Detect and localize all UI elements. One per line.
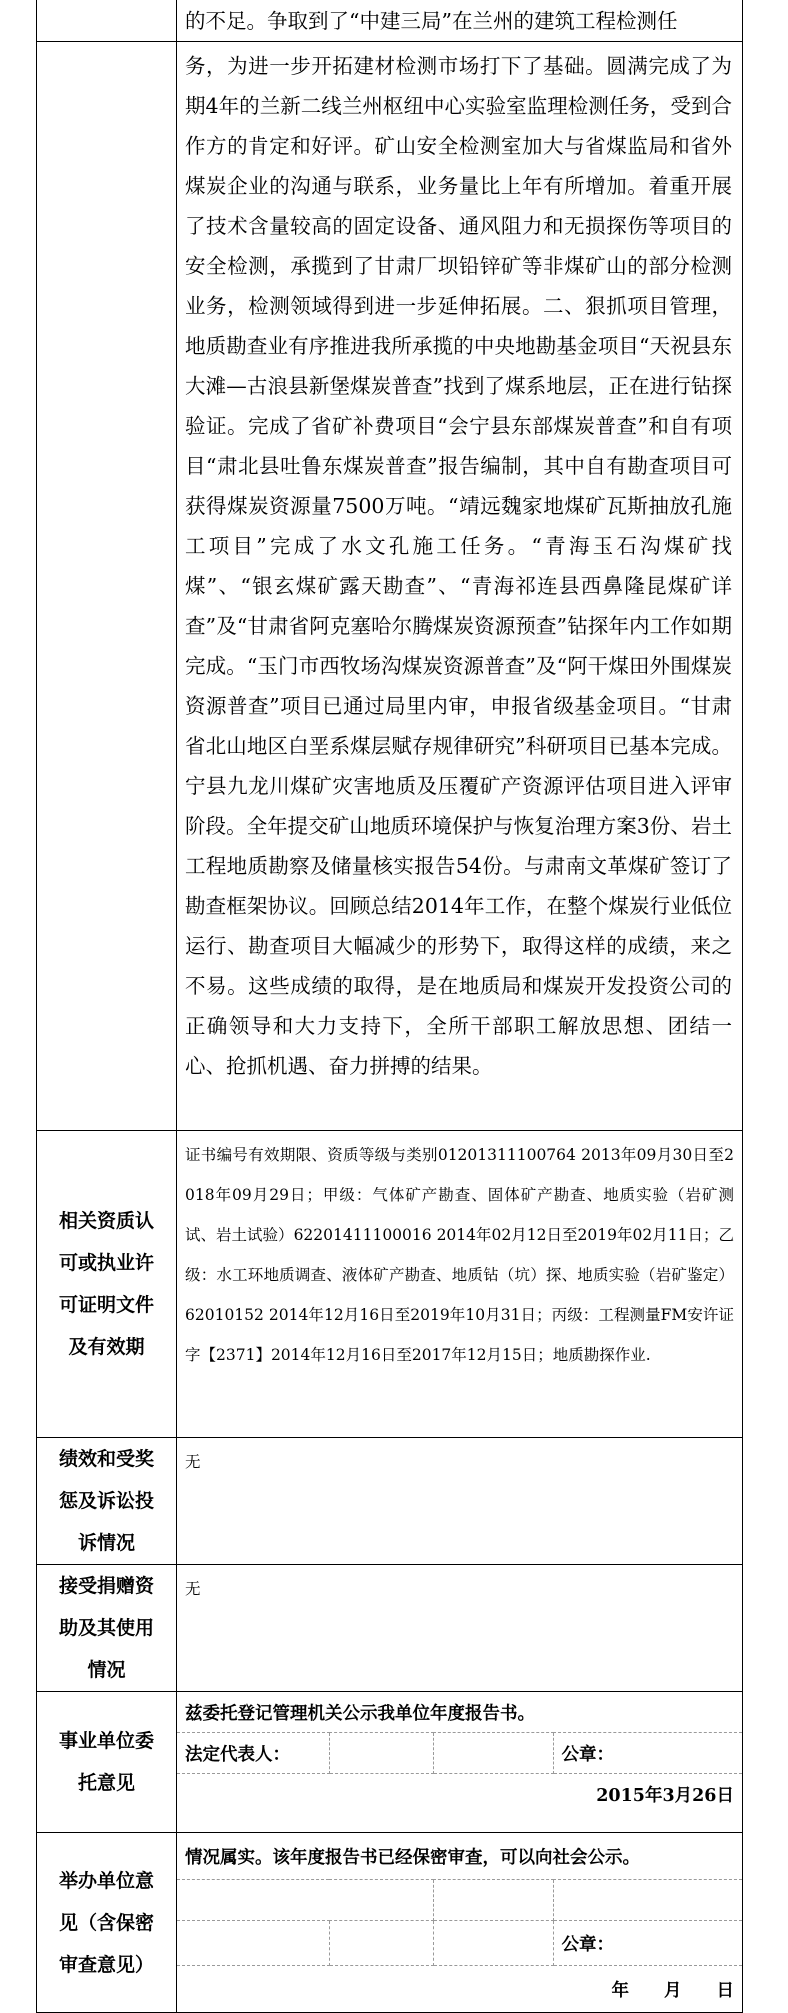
sponsor-blank-cell-5 — [329, 1921, 433, 1966]
sponsor-label-cell — [37, 1833, 177, 2013]
qualification-content-cell — [177, 1131, 743, 1438]
work-summary-text: 务，为进一步开拓建材检测市场打下了基础。圆满完成了为期4年的兰新二线兰州枢纽中心实验室监理检测任务，受到合作方的肯定和好评。矿山安全检测室加大与省煤监局和省外煤炭企业的沟通与联系，业务量比上年有所增加。着重开展了技术含量较高的固定设备、通风阻力和无损探伤等项目的安全检测，承揽到了甘肃厂坝铅锌矿等非煤矿山的部分检测业务，检测领域得到进一步延伸拓展。二、狠抓项目管理，地质勘查业有序推进我所承揽的中央地勘基金项目“天祝县东大滩—古浪县新堡煤炭普查”找到了煤系地层，正在进行钻探验证。完成了省矿补费项目“会宁县东部煤炭普查”和自有项目“肃北县吐鲁东煤炭普查”报告编制，其中自有勘查项目可获得煤炭资源量7500万吨。“靖远魏家地煤矿瓦斯抽放孔施工项目”完成了水文孔施工任务。“青海玉石沟煤矿找煤”、“银玄煤矿露天勘查”、“青海祁连县西鼻隆昆煤矿详查”及“甘肃省阿克塞哈尔腾煤炭资源预查”钻探年内工作如期完成。“玉门市西牧场沟煤炭资源普查”及“阿干煤田外围煤炭资源普查”项目已通过局里内审，申报省级基金项目。“甘肃省北山地区白垩系煤层赋存规律研究”科研项目已基本完成。宁县九龙川煤矿灾害地质及压覆矿产资源评估项目进入评审阶段。全年提交矿山地质环境保护与恢复治理方案3份、岩土工程地质勘察及储量核实报告54份。与肃南文革煤矿签订了勘查框架协议。回顾总结2014年工作，在整个煤炭行业低位运行、勘查项目大幅减少的形势下，取得这样的成绩，来之不易。这些成绩的取得，是在地质局和煤炭开发投资公司的正确领导和大力支持下，全所干部职工解放思想、团结一心、抢抓机遇、奋力拼搏的结果。 — [185, 54, 732, 1078]
sponsor-inner-grid — [177, 1833, 742, 2012]
donation-text: 无 — [185, 1580, 201, 1598]
sponsor-blank-cell-6 — [433, 1921, 553, 1966]
entrust-seal-label: 公章： — [553, 1733, 742, 1774]
continued-row-main — [37, 42, 743, 1131]
sponsor-statement: 情况属实。该年度报告书已经保密审查，可以向社会公示。 — [177, 1833, 742, 1880]
sponsor-seal-label: 公章： — [553, 1921, 742, 1966]
annual-report-table — [36, 0, 743, 2013]
entrust-label: 事业单位委托意见 — [58, 1730, 154, 1794]
awards-label: 绩效和受奖惩及诉讼投诉情况 — [58, 1448, 154, 1554]
awards-text: 无 — [185, 1453, 201, 1471]
sponsor-blank-cell-3 — [553, 1880, 742, 1921]
donation-label-cell — [37, 1565, 177, 1692]
awards-row — [37, 1438, 743, 1565]
donation-content-cell — [177, 1565, 743, 1692]
sponsor-blank-cell-4 — [177, 1921, 329, 1966]
entrust-label-cell — [37, 1692, 177, 1833]
sponsor-label: 举办单位意见（含保密审查意见） — [58, 1869, 154, 1976]
qualification-label-cell — [37, 1131, 177, 1438]
entrust-row — [37, 1692, 743, 1833]
sponsor-row — [37, 1833, 743, 2013]
qualification-text: 证书编号有效期限、资质等级与类别01201311100764 2013年09月30日至2018年09月29日；甲级：气体矿产勘查、固体矿产勘查、地质实验（岩矿测试、岩土试验）62201411100016 2014年02月12日至2019年02月11日；乙级：水工环地质调查、液体矿产勘查、地质钻（坑）探、地质实验（岩矿鉴定）62010152 2014年12月16日至2019年10月31日；丙级：工程测量FM安许证字【2371】2014年12月16日至2017年12月15日；地质勘探作业. — [185, 1146, 734, 1364]
entrust-statement: 兹委托登记管理机关公示我单位年度报告书。 — [177, 1692, 742, 1733]
continued-cell-top — [177, 0, 743, 42]
continued-row-top — [37, 0, 743, 42]
entrust-content-cell — [177, 1692, 743, 1833]
awards-label-cell — [37, 1438, 177, 1565]
empty-label-cell — [37, 0, 177, 42]
qualification-label: 相关资质认可或执业许可证明文件及有效期 — [58, 1210, 154, 1358]
legal-representative-value — [329, 1733, 433, 1774]
awards-content-cell — [177, 1438, 743, 1565]
sponsor-content-cell — [177, 1833, 743, 2013]
legal-representative-label: 法定代表人： — [177, 1733, 329, 1774]
sponsor-blank-cell-2 — [433, 1880, 553, 1921]
continued-text-top: 的不足。争取到了“中建三局”在兰州的建筑工程检测任 — [185, 9, 678, 33]
entrust-blank-cell — [433, 1733, 553, 1774]
entrust-date: 2015年3月26日 — [177, 1774, 742, 1815]
continued-cell-main — [177, 42, 743, 1131]
donation-row — [37, 1565, 743, 1692]
entrust-inner-grid — [177, 1692, 742, 1814]
sponsor-date: 年 月 日 — [177, 1966, 742, 2013]
sponsor-blank-cell — [177, 1880, 433, 1921]
donation-label: 接受捐赠资助及其使用情况 — [58, 1575, 154, 1681]
empty-label-cell — [37, 42, 177, 1131]
qualification-row — [37, 1131, 743, 1438]
